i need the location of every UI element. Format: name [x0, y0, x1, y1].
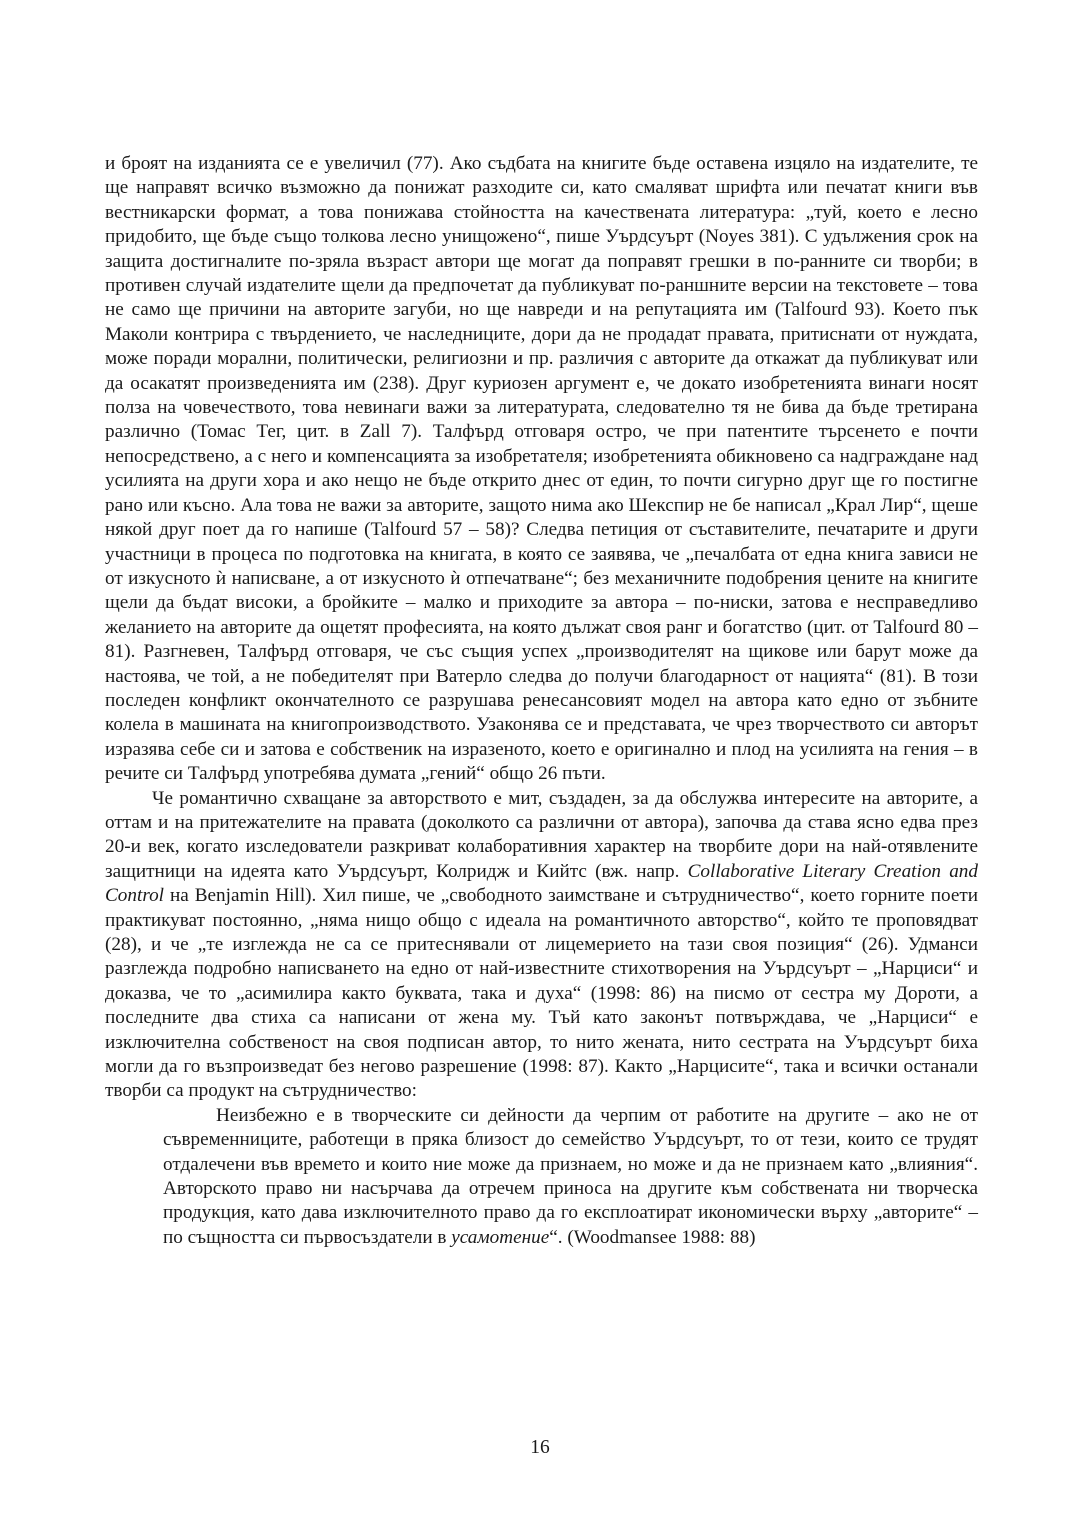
book-title: Collaborative Literary Creation and Control: [105, 860, 978, 907]
paragraph-text: на Benjamin Hill). Хил пише, че „свободното заимстване и сътрудничество“, което горните поети практикуват постоянно, „няма нищо общо с идеала на романтичното авторство“, който те проповядват (28), и че „те изглежда не са се притеснявали от лицемерието на тази своя позиция“ (26). Удманси разглежда подробно написването на едно от най-известните стихотворения на Уърдсуърт – „Нарциси“ и доказва, че то „асимилира както буквата, така и духа“ (1998: 86) на писмо от сестра му Дороти, а последните два стиха са написани от жена му. Тъй като законът потвърждава, че „Нарциси“ е изключителна собственост на своя подписан автор, то нито жената, нито сестрата на Уърдсуърт биха могли да го възпроизведат без негово разрешение (1998: 87). Както „Нарцисите“, така и всички останали творби са продукт на сътрудничество:: [105, 885, 978, 1102]
paragraph: и броят на изданията се е увеличил (77). Ако съдбата на книгите бъде оставена изцяло на издателите, те ще направят всичко възможно да понижат разходите си, като смаляват шрифта или печатат книги във вестникарски формат, а това понижава стойността на качествената литература: „туй, което е лесно придобито, ще бъде също толкова лесно унищожено“, пише Уърдсуърт (Noyes 381). С удължения срок на защита достигналите по-зряла възраст автори ще могат да поправят грешки в по-ранните си творби; в противен случай издателите щели да предпочетат да публикуват по-раншните версии на текстовете – това не само ще причини на авторите загуби, но ще навреди и на репутацията им (Talfourd 93). Което пък Маколи контрира с твърдението, че наследниците, дори да не продадат правата, притиснати от нуждата, може поради морални, политически, религиозни и пр. различия с авторите да откажат да публикуват или да осакатят произведенията им (238). Друг куриозен аргумент е, че докато изобретенията винаги носят полза на човечеството, това невинаги важи за литературата, следователно тя не бива да бъде третирана различно (Томас Тег, цит. в Zall 7). Талфърд отговаря остро, че при патентите търсенето е почти непосредствено, а с него и компенсацията за изобретателя; изобретенията обикновено са надграждане над усилията на други хора и ако нещо не бъде открито днес от един, то почти сигурно друг ще го постигне рано или късно. Ала това не важи за авторите, защото нима ако Шекспир не бе написал „Крал Лир“, щеше някой друг поет да го напише (Talfourd 57 – 58)? Следва петиция от съставителите, печатарите и други участници в процеса по подготовка на книгата, в която се заявява, че „печалбата от една книга зависи не от изкусното ѝ написване, а от изкусното ѝ отпечатване“; без механичните подобрения цените на книгите щели да бъдат високи, а бройките – малко и приходите за автора – по-ниски, затова е несправедливо желанието на авторите да ощетят професията, на която дължат своя ранг и богатство (цит. от Talfourd 80 – 81). Разгневен, Талфърд отговаря, че със същия успех „производителят на щикове или барут може да настоява, че той, а не победителят при Ватерло следва до получи благодарност от нацията“ (81). В този последен конфликт окончателното се разрушава ренесансовият модел на автора като едно от зъбните колела в машината на книгопроизводството. Узаконява се и представата, че чрез творчеството си авторът изразява себе си и затова е собственик на изразеното, което е оригинално и плод на усилията на гения – в речите си Талфърд употребява думата „гений“ общо 26 пъти.: [105, 153, 978, 785]
document-body: [105, 152, 978, 1250]
quote-emphasis: усамотение: [451, 1226, 550, 1248]
quote-text: Неизбежно е в творческите си дейности да черпим от работите на другите – ако не от съвременниците, работещи в пряка близост до семейство Уърдсуърт, то от тези, които се трудят отдалечени във времето и които ние може да признаем, но може и да не признаем като „влияния“. Авторското право ни насърчава да отречем приноса на другите към собствената ни творческа продукция, като дава изключителното право да го експлоатират икономически върху „авторите“ – по същността си първосъздатели в: [163, 1104, 978, 1248]
paragraph: [105, 787, 978, 1104]
paragraph-text: Че романтично схващане за авторството е мит, създаден, за да обслужва интересите на авторите, а оттам и на притежателите на правата (доколкото са различни от автора), започва да става ясно едва през 20-и век, когато изследователи разкриват колаборативния характер на творбите дори на най-отявлените защитници на идеята като Уърдсуърт, Колридж и Кийтс (вж. напр.: [105, 787, 978, 882]
block-quote: [163, 1104, 978, 1250]
quote-citation: “. (Woodmansee 1988: 88): [549, 1226, 756, 1248]
page-number: 16: [530, 1437, 550, 1458]
